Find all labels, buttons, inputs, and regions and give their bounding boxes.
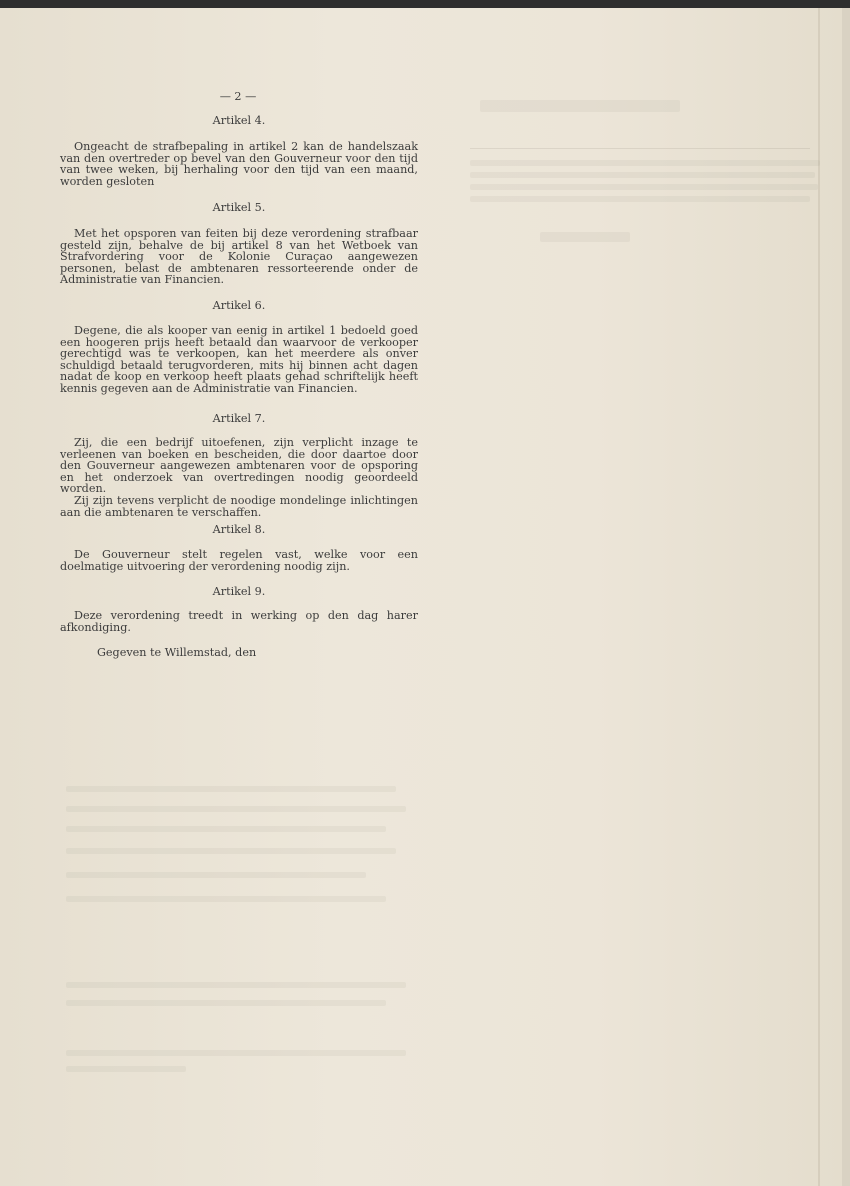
bleed-through-block	[66, 1050, 406, 1056]
article-body	[60, 549, 418, 572]
page-fold	[818, 8, 820, 1186]
bleed-through-stamp	[540, 232, 630, 242]
bleed-through-block	[470, 184, 818, 190]
page-edge	[842, 8, 850, 1186]
bleed-through-block	[66, 848, 396, 854]
article-paragraph: Ongeacht de strafbepaling in artikel 2 kan de handelszaak van den overtreder op bevel van den Gouverneur voor den tijd van twee weken, bij herhaling voor den tijd van een maand, worden gesloten	[60, 140, 418, 188]
article-paragraph: De Gouverneur stelt regelen vast, welke voor een doelmatige uitvoering der verordening noodig zijn.	[60, 548, 418, 573]
article-body	[60, 610, 418, 633]
article-body	[60, 141, 418, 187]
article-body	[60, 437, 418, 518]
bleed-through-block	[66, 872, 366, 878]
article-paragraph: Deze verordening treedt in werking op den dag harer afkondiging.	[60, 609, 418, 634]
bleed-through-block	[66, 806, 406, 812]
bleed-through-block	[66, 1066, 186, 1072]
bleed-through-block	[66, 896, 386, 902]
bleed-through-block	[66, 786, 396, 792]
bleed-through-block	[470, 172, 815, 178]
bleed-through-block	[66, 982, 406, 988]
article-heading: Artikel 7.	[212, 412, 266, 425]
article-heading: Artikel 9.	[212, 585, 266, 598]
article-heading: Artikel 8.	[212, 523, 266, 536]
page-number: — 2 —	[219, 90, 257, 103]
bleed-through-block	[66, 826, 386, 832]
bleed-through-line	[470, 148, 810, 149]
article-body	[60, 228, 418, 286]
article-body	[60, 325, 418, 395]
article-paragraph: Met het opsporen van feiten bij deze verordening strafbaar gesteld zijn, behalve de bij artikel 8 van het Wetboek van Strafvordering voor de Kolonie Curaçao aangewezen personen, belast de ambtenaren ressorteerende onder de Administratie van Financien.	[60, 227, 418, 287]
bleed-through-header	[480, 100, 680, 112]
bleed-through-block	[66, 1000, 386, 1006]
bleed-through-block	[470, 160, 820, 166]
article-heading: Artikel 4.	[212, 114, 266, 127]
article-paragraph: Zij zijn tevens verplicht de noodige mondelinge inlichtingen aan die ambtenaren te verschaffen.	[60, 493, 418, 519]
bleed-through-block	[470, 196, 810, 202]
article-paragraph: Degene, die als kooper van eenig in artikel 1 bedoeld goed een hoogeren prijs heeft betaald dan waarvoor de verkooper gerechtigd was te verkoopen, kan het meerdere als onver schuldigd betaald terugvorderen, mits hij binnen acht dagen nadat de koop en verkoop heeft plaats gehad schriftelijk heeft kennis gegeven aan de Administratie van Financien.	[60, 324, 418, 395]
article-heading: Artikel 5.	[212, 201, 266, 214]
closing-line: Gegeven te Willemstad, den	[97, 646, 257, 659]
article-paragraph: Zij, die een bedrijf uitoefenen, zijn verplicht inzage te verleenen van boeken en bescheiden, die door daartoe door den Gouverneur aangewezen ambtenaren voor de opsporing en het onderzoek van overtredingen noodig geoordeeld worden.	[60, 436, 418, 496]
article-heading: Artikel 6.	[212, 299, 266, 312]
